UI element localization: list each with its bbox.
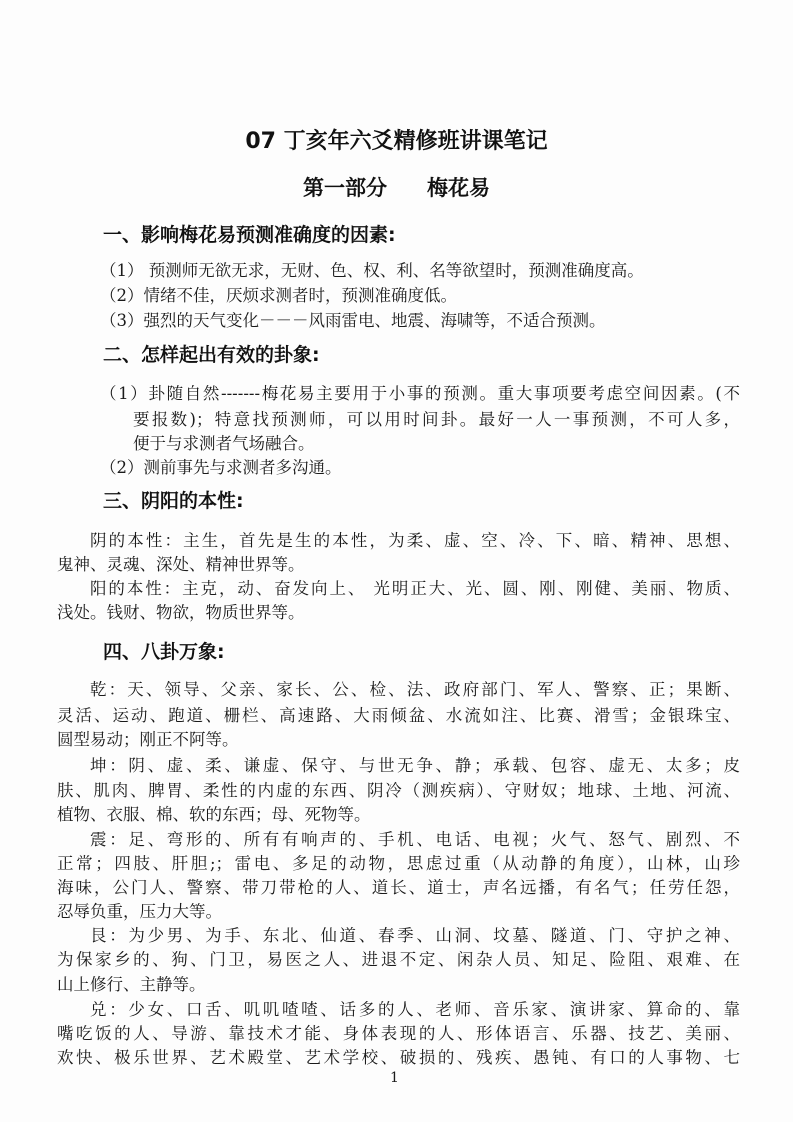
- paragraph-line: 植物、衣服、棉、软的东西；母、死物等。: [57, 805, 371, 824]
- part-title: [0, 172, 793, 202]
- section-1-heading: 一、影响梅花易预测准确度的因素:: [103, 224, 396, 246]
- part-label: 第一部分: [303, 176, 387, 200]
- document-title: 07 丁亥年六爻精修班讲课笔记: [245, 129, 548, 154]
- paragraph-line: 肤、肌肉、脾胃、柔性的内虚的东西、阴冷（测疾病）、守财奴；地球、土地、河流、: [57, 781, 740, 800]
- paragraph-line: 圆型易动；刚正不阿等。: [57, 730, 239, 749]
- list-item-line: 便于与求测者气场融合。: [133, 434, 315, 453]
- paragraph-line: 为保家乡的、狗、门卫，易医之人、进退不定、闲杂人员、知足、险阻、艰难、在: [57, 950, 740, 969]
- paragraph-line: 海味，公门人、警察、带刀带枪的人、道长、道士，声名远播，有名气；任劳任怨，: [57, 878, 740, 897]
- paragraph-line: 鬼神、灵魂、深处、精神世界等。: [57, 555, 305, 574]
- page-number: 1: [390, 1070, 399, 1086]
- list-item: （2）测前事先与求测者多沟通。: [100, 458, 342, 477]
- paragraph-line: 忍辱负重，压力大等。: [57, 902, 222, 921]
- paragraph-line: 嘴吃饭的人、导游、靠技术才能、身体表现的人、形体语言、乐器、技艺、美丽、: [57, 1024, 740, 1043]
- list-item-line: （1）卦随自然-------梅花易主要用于小事的预测。重大事项要考虑空间因素。(不: [100, 384, 740, 403]
- paragraph-line: 正常；四肢、肝胆;；雷电、多足的动物，思虑过重（从动静的角度），山林，山珍: [57, 854, 740, 873]
- list-item: （2）情绪不佳，厌烦求测者时，预测准确度低。: [100, 286, 457, 305]
- paragraph-line: 欢快、极乐世界、艺术殿堂、艺术学校、破损的、残疾、愚钝、有口的人事物、七: [57, 1048, 740, 1067]
- paragraph-line: 坤：阴、虚、柔、谦虚、保守、与世无争、静；承载、包容、虚无、太多；皮: [90, 756, 740, 775]
- section-2-heading: 二、怎样起出有效的卦象:: [103, 344, 320, 366]
- paragraph-line: 阴的本性：主生，首先是生的本性，为柔、虚、空、冷、下、暗、精神、思想、: [90, 531, 740, 550]
- section-3-heading: 三、阴阳的本性:: [103, 490, 244, 512]
- paragraph-line: 兑：少女、口舌、叽叽喳喳、话多的人、老师、音乐家、演讲家、算命的、靠: [90, 1000, 740, 1019]
- paragraph-line: 山上修行、主静等。: [57, 975, 206, 994]
- paragraph-line: 灵活、运动、跑道、栅栏、高速路、大雨倾盆、水流如注、比赛、滑雪；金银珠宝、: [57, 706, 740, 725]
- paragraph-line: 震：足、弯形的、所有有响声的、手机、电话、电视；火气、怒气、剧烈、不: [90, 830, 740, 849]
- paragraph-line: 浅处。钱财、物欲，物质世界等。: [57, 603, 305, 622]
- list-item: （3）强烈的天气变化－－－风雨雷电、地震、海啸等，不适合预测。: [100, 311, 606, 330]
- list-item: （1） 预测师无欲无求，无财、色、权、利、名等欲望时，预测准确度高。: [100, 261, 644, 280]
- paragraph-line: 阳的本性：主克，动、奋发向上、 光明正大、光、圆、刚、刚健、美丽、物质、: [90, 579, 740, 598]
- paragraph-line: 乾：天、领导、父亲、家长、公、检、法、政府部门、军人、警察、正；果断、: [90, 680, 740, 699]
- list-item-line: 要报数)；特意找预测师，可以用时间卦。最好一人一事预测，不可人多，: [133, 410, 740, 429]
- paragraph-line: 艮：为少男、为手、东北、仙道、春季、山洞、坟墓、隧道、门、守护之神、: [90, 926, 740, 945]
- section-4-heading: 四、八卦万象:: [103, 641, 225, 663]
- part-topic: 梅花易: [427, 176, 490, 200]
